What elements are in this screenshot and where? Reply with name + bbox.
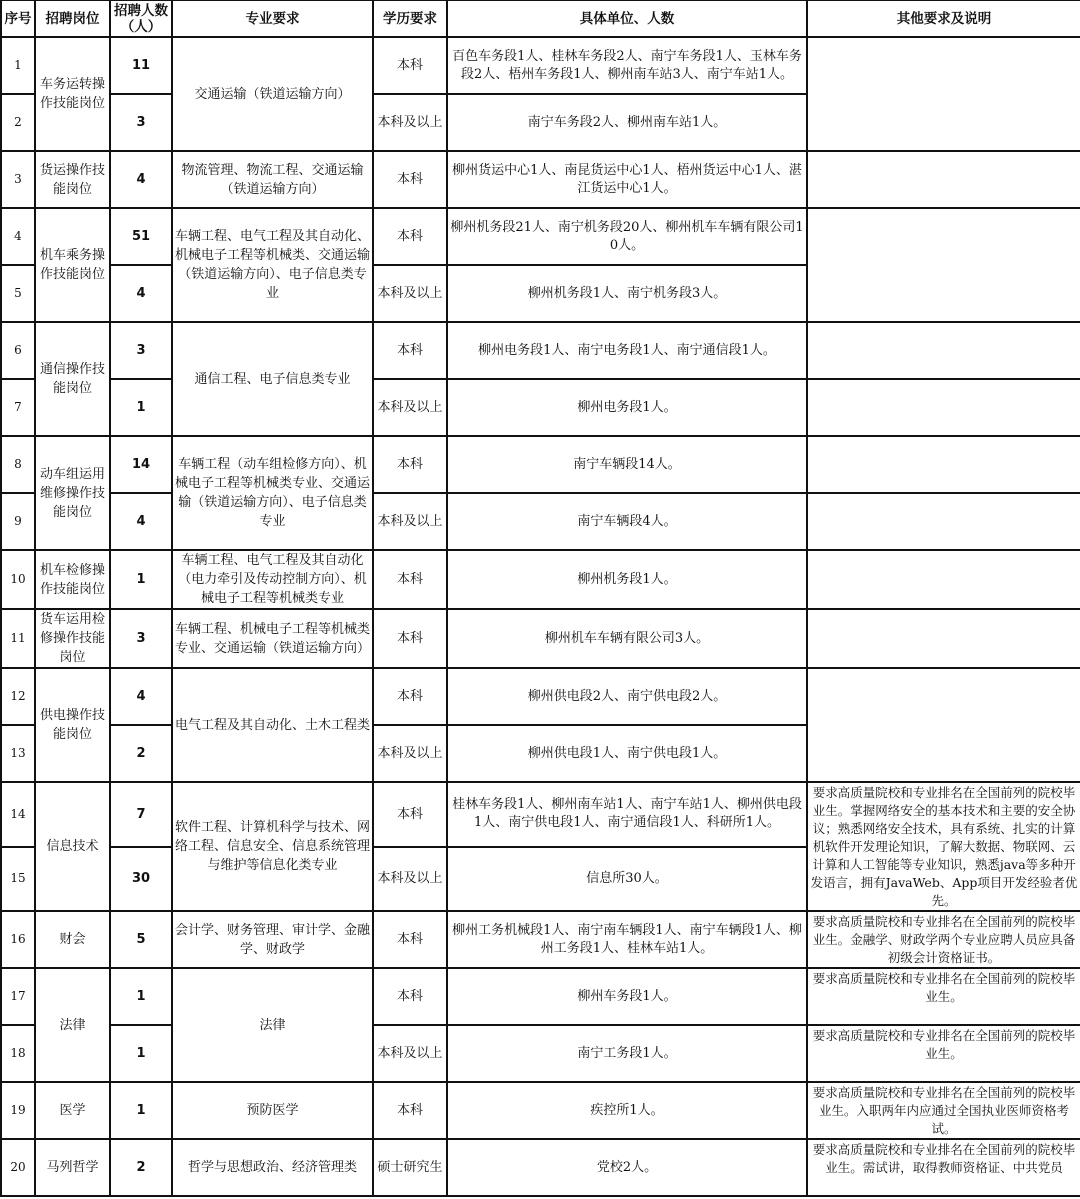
table-row — [1, 208, 1080, 265]
major-cell: 交通运输（铁道运输方向） — [172, 37, 373, 151]
row-index: 3 — [1, 151, 35, 208]
units-cell: 柳州货运中心1人、南昆货运中心1人、梧州货运中心1人、湛江货运中心1人。 — [447, 151, 807, 208]
units-cell: 南宁车辆段14人。 — [447, 436, 807, 493]
major-cell: 车辆工程、电气工程及其自动化（电力牵引及传动控制方向）、机械电子工程等机械类专业 — [172, 550, 373, 609]
units-cell: 信息所30人。 — [447, 847, 807, 912]
row-index: 18 — [1, 1025, 35, 1082]
major-cell: 电气工程及其自动化、土木工程类 — [172, 668, 373, 782]
units-cell: 党校2人。 — [447, 1139, 807, 1196]
table-row — [1, 379, 1080, 436]
table-row — [1, 322, 1080, 379]
education-cell: 本科 — [373, 911, 447, 968]
education-cell: 硕士研究生 — [373, 1139, 447, 1196]
count-cell: 4 — [110, 493, 172, 550]
count-cell: 3 — [110, 322, 172, 379]
row-index: 11 — [1, 609, 35, 668]
education-cell: 本科 — [373, 609, 447, 668]
notes-cell: 要求高质量院校和专业排名在全国前列的院校毕业生。 — [807, 1025, 1080, 1082]
row-index: 15 — [1, 847, 35, 912]
table-row — [1, 668, 1080, 725]
major-cell: 车辆工程、机械电子工程等机械类专业、交通运输（铁道运输方向） — [172, 609, 373, 668]
row-index: 12 — [1, 668, 35, 725]
notes-cell — [807, 436, 1080, 493]
position-cell: 医学 — [35, 1082, 110, 1139]
units-cell: 南宁工务段1人。 — [447, 1025, 807, 1082]
row-index: 4 — [1, 208, 35, 265]
table-row — [1, 911, 1080, 968]
row-index: 17 — [1, 968, 35, 1025]
notes-cell — [807, 37, 1080, 151]
count-cell: 3 — [110, 94, 172, 151]
count-cell: 11 — [110, 37, 172, 94]
row-index: 20 — [1, 1139, 35, 1196]
position-cell: 车务运转操作技能岗位 — [35, 37, 110, 151]
units-cell: 桂林车务段1人、柳州南车站1人、南宁车站1人、柳州供电段1人、南宁供电段1人、南宁通信段1人、科研所1人。 — [447, 782, 807, 847]
table-row — [1, 1025, 1080, 1082]
units-cell: 柳州供电段2人、南宁供电段2人。 — [447, 668, 807, 725]
notes-cell — [807, 550, 1080, 609]
units-cell: 柳州机车车辆有限公司3人。 — [447, 609, 807, 668]
table-row — [1, 1082, 1080, 1139]
count-cell: 4 — [110, 668, 172, 725]
units-cell: 柳州工务机械段1人、南宁南车辆段1人、南宁车辆段1人、柳州工务段1人、桂林车站1人。 — [447, 911, 807, 968]
major-cell: 车辆工程、电气工程及其自动化、机械电子工程等机械类、交通运输（铁道运输方向）、电子信息类专业 — [172, 208, 373, 322]
table-row — [1, 782, 1080, 847]
header-row — [1, 0, 1080, 37]
education-cell: 本科及以上 — [373, 725, 447, 782]
education-cell: 本科 — [373, 782, 447, 847]
table-row — [1, 968, 1080, 1025]
education-cell: 本科 — [373, 322, 447, 379]
notes-cell: 要求高质量院校和专业排名在全国前列的院校毕业生。 — [807, 968, 1080, 1025]
notes-cell — [807, 493, 1080, 550]
position-cell: 通信操作技能岗位 — [35, 322, 110, 436]
count-cell: 4 — [110, 151, 172, 208]
position-cell: 货车运用检修操作技能岗位 — [35, 609, 110, 668]
count-cell: 2 — [110, 1139, 172, 1196]
position-cell: 马列哲学 — [35, 1139, 110, 1196]
education-cell: 本科及以上 — [373, 265, 447, 322]
education-cell: 本科及以上 — [373, 94, 447, 151]
table-row — [1, 37, 1080, 94]
education-cell: 本科 — [373, 151, 447, 208]
count-cell: 3 — [110, 609, 172, 668]
position-cell: 法律 — [35, 968, 110, 1082]
major-cell: 物流管理、物流工程、交通运输（铁道运输方向） — [172, 151, 373, 208]
notes-cell: 要求高质量院校和专业排名在全国前列的院校毕业生。入职两年内应通过全国执业医师资格考试。 — [807, 1082, 1080, 1139]
major-cell: 哲学与思想政治、经济管理类 — [172, 1139, 373, 1196]
position-cell: 动车组运用维修操作技能岗位 — [35, 436, 110, 550]
row-index: 10 — [1, 550, 35, 609]
units-cell: 柳州供电段1人、南宁供电段1人。 — [447, 725, 807, 782]
units-cell: 柳州电务段1人。 — [447, 379, 807, 436]
education-cell: 本科及以上 — [373, 847, 447, 912]
row-index: 9 — [1, 493, 35, 550]
count-cell: 1 — [110, 379, 172, 436]
table-row — [1, 1139, 1080, 1196]
position-cell: 供电操作技能岗位 — [35, 668, 110, 782]
notes-cell — [807, 151, 1080, 208]
count-cell: 1 — [110, 1082, 172, 1139]
row-index: 14 — [1, 782, 35, 847]
education-cell: 本科 — [373, 208, 447, 265]
units-cell: 柳州机务段1人。 — [447, 550, 807, 609]
education-cell: 本科及以上 — [373, 379, 447, 436]
count-cell: 1 — [110, 1025, 172, 1082]
header-notes: 其他要求及说明 — [807, 0, 1080, 37]
position-cell: 财会 — [35, 911, 110, 968]
header-position: 招聘岗位 — [35, 0, 110, 37]
notes-cell — [807, 379, 1080, 436]
notes-cell: 要求高质量院校和专业排名在全国前列的院校毕业生。金融学、财政学两个专业应聘人员应具备初级会计资格证书。 — [807, 911, 1080, 968]
count-cell: 4 — [110, 265, 172, 322]
education-cell: 本科 — [373, 550, 447, 609]
position-cell: 货运操作技能岗位 — [35, 151, 110, 208]
count-cell: 30 — [110, 847, 172, 912]
education-cell: 本科 — [373, 436, 447, 493]
units-cell: 南宁车辆段4人。 — [447, 493, 807, 550]
count-cell: 7 — [110, 782, 172, 847]
education-cell: 本科 — [373, 1082, 447, 1139]
header-education: 学历要求 — [373, 0, 447, 37]
education-cell: 本科 — [373, 37, 447, 94]
units-cell: 柳州电务段1人、南宁电务段1人、南宁通信段1人。 — [447, 322, 807, 379]
table-row — [1, 609, 1080, 668]
count-cell: 5 — [110, 911, 172, 968]
count-cell: 1 — [110, 968, 172, 1025]
major-cell: 法律 — [172, 968, 373, 1082]
units-cell: 柳州车务段1人。 — [447, 968, 807, 1025]
units-cell: 南宁车务段2人、柳州南车站1人。 — [447, 94, 807, 151]
education-cell: 本科 — [373, 968, 447, 1025]
units-cell: 柳州机务段21人、南宁机务段20人、柳州机车车辆有限公司10人。 — [447, 208, 807, 265]
position-cell: 机车乘务操作技能岗位 — [35, 208, 110, 322]
row-index: 19 — [1, 1082, 35, 1139]
row-index: 1 — [1, 37, 35, 94]
row-index: 13 — [1, 725, 35, 782]
education-cell: 本科 — [373, 668, 447, 725]
major-cell: 会计学、财务管理、审计学、金融学、财政学 — [172, 911, 373, 968]
major-cell: 软件工程、计算机科学与技术、网络工程、信息安全、信息系统管理与维护等信息化类专业 — [172, 782, 373, 911]
major-cell: 通信工程、电子信息类专业 — [172, 322, 373, 436]
education-cell: 本科及以上 — [373, 493, 447, 550]
notes-cell — [807, 208, 1080, 322]
table-row — [1, 493, 1080, 550]
table-row — [1, 436, 1080, 493]
row-index: 16 — [1, 911, 35, 968]
count-cell: 14 — [110, 436, 172, 493]
count-cell: 2 — [110, 725, 172, 782]
units-cell: 百色车务段1人、桂林车务段2人、南宁车务段1人、玉林车务段2人、梧州车务段1人、柳州南车站3人、南宁车站1人。 — [447, 37, 807, 94]
header-index: 序号 — [1, 0, 35, 37]
notes-cell: 要求高质量院校和专业排名在全国前列的院校毕业生。掌握网络安全的基本技术和主要的安全协议；熟悉网络安全技术，具有系统、扎实的计算机软件开发理论知识，了解大数据、物联网、云计算和人工智能等专业知识，熟悉java等多种开发语言，拥有JavaWeb、App项目开发经验者优先。 — [807, 782, 1080, 911]
header-major: 专业要求 — [172, 0, 373, 37]
count-cell: 51 — [110, 208, 172, 265]
units-cell: 柳州机务段1人、南宁机务段3人。 — [447, 265, 807, 322]
row-index: 2 — [1, 94, 35, 151]
notes-cell — [807, 668, 1080, 782]
count-cell: 1 — [110, 550, 172, 609]
row-index: 7 — [1, 379, 35, 436]
table-row — [1, 151, 1080, 208]
position-cell: 信息技术 — [35, 782, 110, 911]
table-row — [1, 550, 1080, 609]
header-count: 招聘人数（人） — [110, 0, 172, 37]
notes-cell — [807, 322, 1080, 379]
notes-cell — [807, 609, 1080, 668]
units-cell: 疾控所1人。 — [447, 1082, 807, 1139]
education-cell: 本科及以上 — [373, 1025, 447, 1082]
header-units: 具体单位、人数 — [447, 0, 807, 37]
row-index: 6 — [1, 322, 35, 379]
row-index: 8 — [1, 436, 35, 493]
position-cell: 机车检修操作技能岗位 — [35, 550, 110, 609]
major-cell: 预防医学 — [172, 1082, 373, 1139]
notes-cell: 要求高质量院校和专业排名在全国前列的院校毕业生。需试讲，取得教师资格证、中共党员 — [807, 1139, 1080, 1196]
row-index: 5 — [1, 265, 35, 322]
major-cell: 车辆工程（动车组检修方向）、机械电子工程等机械类专业、交通运输（铁道运输方向）、电子信息类专业 — [172, 436, 373, 550]
